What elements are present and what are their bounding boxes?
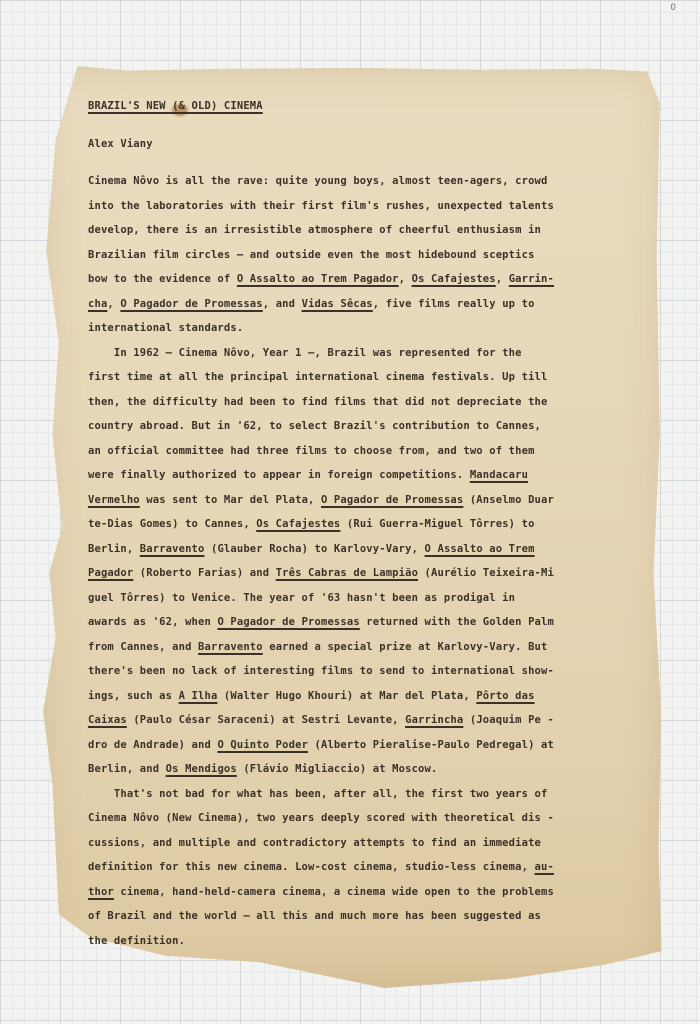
text-line [88, 610, 648, 635]
text-line [88, 243, 648, 268]
text-segment: (Flávio Migliaccio) at Moscow. [236, 763, 438, 775]
text-segment: , five films really up to [372, 297, 535, 310]
text-line [88, 904, 648, 929]
underlined-title: Os Cafajestes [256, 518, 341, 530]
underlined-title: Mandacaru [469, 469, 529, 481]
document-author: Alex Viany [88, 137, 153, 150]
text-segment: then, the difficulty had been to find films that did not depreciate the [88, 395, 548, 408]
underlined-title: Os Mendigos [165, 763, 237, 775]
underlined-title: au- [534, 861, 554, 873]
text-line [88, 635, 648, 660]
text-line [88, 929, 648, 954]
text-segment: were finally authorized to appear in foreign competitions. [88, 469, 470, 481]
text-line [88, 512, 648, 537]
text-segment: returned with the Golden Palm [359, 616, 554, 628]
text-segment: , [107, 297, 121, 310]
underlined-title: Pôrto das [476, 689, 535, 702]
text-line [88, 463, 648, 488]
text-line [88, 267, 648, 292]
underlined-title: O Quinto Poder [217, 738, 309, 751]
text-line [88, 218, 648, 243]
text-line [88, 684, 648, 709]
underlined-title: thor [88, 885, 114, 898]
underlined-title: Caixas [88, 714, 127, 726]
underlined-title: Barravento [198, 640, 263, 653]
text-segment: Berlin, [88, 542, 140, 555]
text-segment: Brazilian film circles — and outside even the most hidebound sceptics [88, 248, 535, 261]
text-segment: (Paulo César Saraceni) at Sestri Levante, [126, 714, 406, 726]
text-segment: into the laboratories with their first film's rushes, unexpected talents [88, 199, 554, 212]
underlined-title: O Pagador de Promessas [120, 297, 263, 310]
document-title: BRAZIL'S NEW (& OLD) CINEMA [88, 100, 263, 112]
text-segment: country abroad. But in '62, to select Brazil's contribution to Cannes, [88, 420, 542, 432]
text-segment: from Cannes, and [88, 640, 199, 653]
text-segment: , [398, 273, 412, 285]
underlined-title: Barravento [139, 542, 205, 555]
text-line [88, 316, 648, 341]
text-line [88, 561, 648, 586]
text-segment: (Glauber Rocha) to Karlovy-Vary, [204, 542, 425, 555]
text-segment: (Anselmo Duar [463, 493, 554, 506]
text-segment: of Brazil and the world — all this and much more has been suggested as [88, 910, 542, 922]
text-line [88, 880, 648, 905]
text-segment: , [495, 273, 509, 285]
underlined-title: O Assalto ao Trem Pagador [236, 273, 399, 285]
text-segment: cussions, and multiple and contradictory attempts to find an immediate [88, 836, 542, 849]
text-line [88, 782, 648, 807]
text-segment: Cinema Nôvo (New Cinema), two years deeply scored with theoretical dis - [88, 812, 554, 824]
text-segment: the definition. [88, 934, 186, 947]
underlined-title: Garrincha [405, 714, 464, 726]
text-segment: ings, such as [88, 689, 179, 702]
text-line [88, 390, 648, 415]
text-line [88, 439, 648, 464]
text-segment: Cinema Nôvo is all the rave: quite young boys, almost teen-agers, crowd [88, 175, 548, 187]
text-line [88, 537, 648, 562]
text-line [88, 292, 648, 317]
underlined-title: Vermelho [88, 493, 140, 506]
text-line [88, 855, 648, 880]
document-text [88, 94, 648, 953]
text-line [88, 586, 648, 611]
text-line [88, 806, 648, 831]
text-segment: (Alberto Pieralise-Paulo Pedregal) at [308, 738, 554, 751]
text-segment: guel Tôrres) to Venice. The year of '63 hasn't been as prodigal in [88, 591, 516, 604]
text-segment: (Roberto Farias) and [133, 567, 276, 579]
text-segment: was sent to Mar del Plata, [139, 493, 321, 506]
corner-mark: 0 [670, 3, 676, 13]
text-line [88, 365, 648, 390]
text-line [88, 414, 648, 439]
underlined-title: Garrin- [508, 273, 555, 285]
underlined-title: O Pagador de Promessas [320, 493, 464, 506]
document-body [88, 169, 648, 953]
text-segment: That's not bad for what has been, after all, the first two years of [88, 787, 548, 800]
underlined-title: O Pagador de Promessas [217, 616, 360, 628]
text-line [88, 757, 648, 782]
text-segment: (Joaquim Pe - [463, 714, 554, 726]
text-segment: In 1962 — Cinema Nôvo, Year 1 —, Brazil was represented for the [88, 346, 522, 359]
text-segment: , and [262, 297, 302, 310]
text-segment: awards as '62, when [88, 616, 218, 628]
text-segment: (Walter Hugo Khouri) at Mar del Plata, [217, 689, 477, 702]
underlined-title: Vidas Sêcas [301, 297, 373, 310]
text-line [88, 659, 648, 684]
underlined-title: Pagador [88, 567, 134, 579]
text-segment: cinema, hand-held-camera cinema, a cinema wide open to the problems [113, 885, 554, 898]
underlined-title: Três Cabras de Lampião [275, 567, 419, 579]
text-segment: dro de Andrade) and [88, 738, 218, 751]
text-line [88, 488, 648, 513]
text-line [88, 341, 648, 366]
text-segment: definition for this new cinema. Low-cost cinema, studio-less cinema, [88, 861, 535, 873]
text-segment: te-Dias Gomes) to Cannes, [88, 518, 257, 530]
text-line [88, 733, 648, 758]
underlined-title: Os Cafajestes [411, 273, 496, 285]
underlined-title: A Ilha [178, 689, 218, 702]
text-segment: first time at all the principal international cinema festivals. Up till [88, 371, 548, 383]
text-segment: Berlin, and [88, 763, 166, 775]
text-segment: develop, there is an irresistible atmosphere of cheerful enthusiasm in [88, 224, 542, 236]
text-segment: earned a special prize at Karlovy-Vary. But [262, 640, 548, 653]
text-line [88, 831, 648, 856]
text-segment: international standards. [88, 322, 244, 334]
underlined-title: cha [88, 297, 108, 310]
text-segment: there's been no lack of interesting films to send to international show- [88, 665, 554, 677]
text-segment: (Rui Guerra-Miguel Tôrres) to [340, 518, 535, 530]
text-line [88, 169, 648, 194]
text-segment: bow to the evidence of [88, 273, 237, 285]
text-line [88, 194, 648, 219]
text-line [88, 708, 648, 733]
text-segment: an official committee had three films to choose from, and two of them [88, 444, 535, 457]
underlined-title: O Assalto ao Trem [424, 542, 535, 555]
text-segment: (Aurélio Teixeira-Mi [418, 567, 554, 579]
